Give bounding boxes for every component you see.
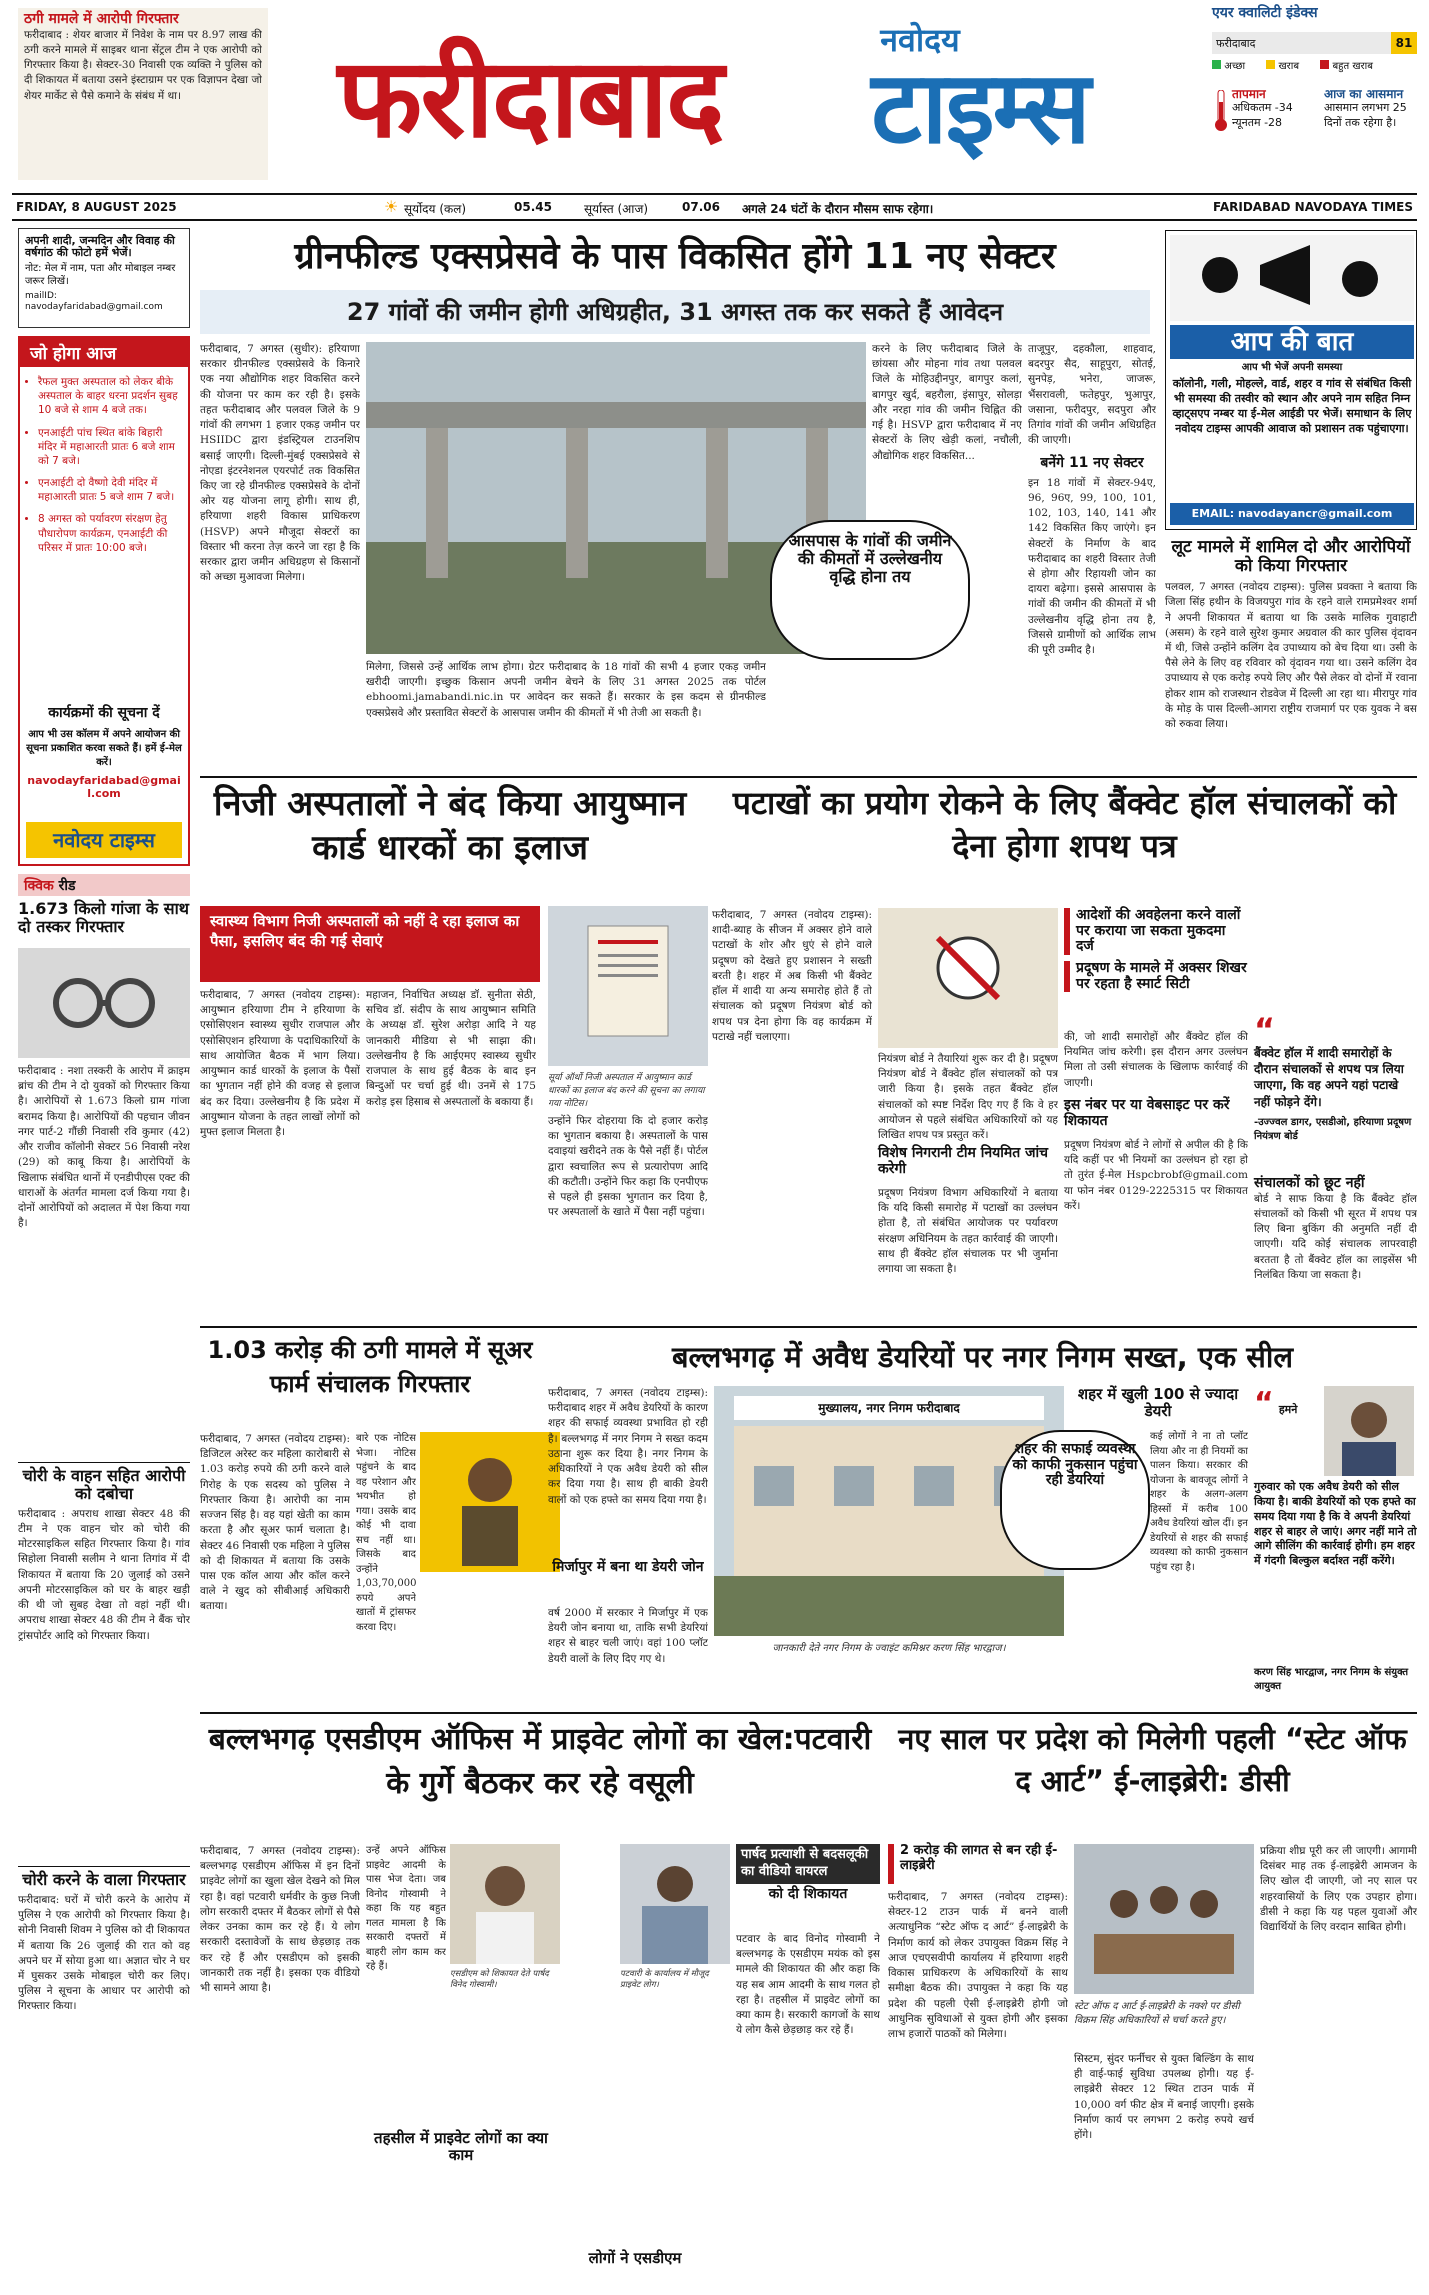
pataakhe-body: फरीदाबाद, 7 अगस्त (नवोदय टाइम्स): शादी-ब्याह के सीजन में अक्सर होने वाले पटाखों के शोर और धुएं से होने वाले प्रदूषण को देखते हुए प्रशासन ने सख्ती बरती है। शहर में अब किसी भी बैंक्वेट हॉल में शादी या अन्य समारोह होते हैं तो संचालक को प्रदूषण नियंत्रण बोर्ड को शपथ पत्र देना होगा कि वह कार्यक्रम में पटाखे नहीं चलाएगा। — [712, 909, 872, 1043]
notice-board-image — [548, 906, 708, 1066]
temperature-block — [1232, 88, 1324, 131]
library-body-2: सिस्टम, सुंदर फर्नीचर से युक्त बिल्डिंग के साथ ही वाई-फाई सुविधा उपलब्ध होगी। यह ई-लाइब्रेरी सेक्टर 12 स्थित टाउन पार्क में 10,000 वर्ग फीट क्षेत्र में बनाई जाएगी। इसके निर्माण कार्य पर लगभग 2 करोड़ रुपये खर्च होंगे। — [1074, 2053, 1254, 2142]
date: FRIDAY, 8 AUGUST 2025 — [16, 200, 177, 214]
paper-title-small: नवोदय — [880, 21, 960, 59]
sunset-time: 07.06 — [682, 200, 720, 214]
lead-column-3 — [1028, 342, 1156, 722]
top-left-story — [18, 8, 268, 180]
lead-body-4: इन 18 गांवों में सेक्टर-94ए, 96, 96ए, 99, 100, 101, 102, 103, 140, 141 और 142 विकसित किए जाएंगे। इन सेक्टरों के निर्माण के बाद फरीदाबाद का शहरी विस्तार तेजी से होगा और रिहायशी जोन का दायरा बढ़ेगा। इससे आसपास के गांवों की जमीन की कीमतों में भी उल्लेखनीय वृद्धि होना तय है, जिससे ग्रामीणों को आर्थिक लाभ की पूरी उम्मीद है। — [1028, 476, 1156, 657]
handcuff-photo — [18, 948, 190, 1058]
handcuff-icon — [18, 948, 190, 1058]
dairy-subtitle: मिर्जापुर में बना था डेयरी जोन — [552, 1559, 704, 1575]
aqi-scale-good-swatch — [1212, 60, 1221, 69]
office-image — [620, 1844, 730, 1964]
crackers-illustration — [878, 908, 1058, 1048]
pataakhe-body-4: की, जो शादी समारोहों और बैंक्वेट हॉल की नियमित जांच करेगी। इस दौरान अगर उल्लंघन मिला तो उसी संचालक के खिलाफ कार्रवाई की जाएगी। — [1064, 1031, 1248, 1089]
library-kicker-box — [888, 1844, 1068, 1884]
lead-subtitle: बनेंगे 11 नए सेक्टर — [1040, 455, 1144, 471]
official-photo — [1324, 1386, 1414, 1476]
sunrise-label: सूर्योदय (कल) — [404, 202, 467, 216]
notice-text: अपनी शादी, जन्मदिन और विवाह की वर्षगांठ की फोटो हमें भेजें। — [25, 234, 175, 260]
hamne-label: हमने — [1278, 1403, 1298, 1416]
sky-text: आसमान लगभग 25 दिनों तक रहेगा है। — [1324, 101, 1407, 130]
aqi-bar — [1212, 32, 1417, 54]
pataakhe-side-headline: संचालकों को छूट नहीं — [1254, 1175, 1365, 1191]
nagar-nigam-board: मुख्यालय, नगर निगम फरीदाबाद — [818, 1401, 960, 1415]
ayushman-body-2: महाजन, निर्वाचित अध्यक्ष डॉ. सुनीता सेठी, सचिव डॉ. संदीप के साथ आयुष्मान समिति के अध्यक्ष डॉ. सुरेश अरोड़ा आदि ने यह जानकारी मीडिया से भी साझा की। उल्लेखनीय है कि आईएमए स्वास्थ्य सुधीर राजपाल के साथ हुई बैठक के बाद इन बिन्दुओं पर चर्चा हुई थी। उनमें से 175 करोड़ इस हिसाब से अस्पतालों के बकाया हैं। — [366, 989, 536, 1108]
library-body: फरीदाबाद, 7 अगस्त (नवोदय टाइम्स): सेक्टर-12 टाउन पार्क में बनने वाली अत्याधुनिक “स्टेट ऑफ द आर्ट” ई-लाइब्रेरी के निर्माण कार्य को लेकर उपायुक्त विक्रम सिंह ने आज एचएसवीपी कार्यालय में हरियाणा शहरी विकास प्राधिकरण के अधिकारियों के साथ समीक्षा बैठक की। उपायुक्त ने कहा कि यह प्रदेश की पहली ऐसी ई-लाइब्रेरी होगी जो आधुनिक सुविधाओं से युक्त होगी और इसका लाभ हजारों पाठकों को मिलेगा। — [888, 1891, 1068, 2040]
ayushman-kicker: स्वास्थ्य विभाग निजी अस्पतालों को नहीं दे रहा इलाज का पैसा, इसलिए बंद की गई सेवाएं — [210, 912, 520, 950]
protest-illustration — [1170, 235, 1414, 321]
councillor-photo-caption: एसडीएम को शिकायत देते पार्षद विनेद गोस्वामी। — [450, 1969, 549, 1990]
events-notice-title: कार्यक्रमों की सूचना दें — [48, 705, 160, 721]
sdm-kicker-box — [736, 1844, 880, 1924]
aqi-scale-bad-swatch — [1266, 60, 1275, 69]
sdm-subtitle: तहसील में प्राइवेट लोगों का क्या काम — [374, 2129, 548, 2164]
quote-icon: “ — [1254, 1011, 1276, 1049]
pataakhe-quote: बैंक्वेट हॉल में शादी समारोहों के दौरान संचालकों से शपथ पत्र लिया जाएगा, कि वह अपने यहां पटाखे नहीं फोड़ने देंगे। — [1254, 1046, 1404, 1109]
library-kicker: 2 करोड़ की लागत से बन रही ई-लाइब्रेरी — [900, 1843, 1058, 1873]
aqi-value: 81 — [1391, 32, 1417, 54]
ayushman-body-3: उन्होंने फिर दोहराया कि दो हजार करोड़ का भुगतान बकाया है। अस्पतालों के पास दवाइयां खरीदने तक के पैसे नहीं हैं। पोर्टल द्वारा स्वचालित रूप से प्रत्यारोपण आदि की कटौती। उन्होंने फिर कहा कि एनपीएफ से पहले ही इसका भुगतान कर दिया है, पर अस्पतालों के खाते में पैसा नहीं पहुंचा। — [548, 1115, 708, 1219]
sdm-body-3: पटवार के बाद विनोद गोस्वामी ने बल्लभगढ़ के एसडीएम मयंक को इस मामले की शिकायत की और कहा कि यह सब आम आदमी के साथ गलत हो रहा है। तहसील में प्राइवेट लोगों का क्या काम है। सरकारी कागजों के साथ ये लोग कैसे छेड़छाड़ कर रहे हैं। — [736, 1933, 880, 2037]
section-divider-1 — [200, 776, 1417, 778]
megaphone-icon — [1170, 235, 1414, 321]
patwari-office-caption: पटवारी के कार्यालय में मौजूद प्राइवेट लोग। — [620, 1969, 709, 1990]
pataakhe-headline: पटाखों का प्रयोग रोकने के लिए बैंक्वेट हॉल संचालकों को देना होगा शपथ पत्र — [732, 784, 1397, 866]
sky-block — [1324, 88, 1417, 131]
person-avatar — [1324, 1386, 1414, 1476]
events-notice-email: navodayfaridabad@gmail.com — [27, 773, 181, 800]
jo-hoga-aaj-box — [18, 336, 190, 866]
pataakhe-body-2: नियंत्रण बोर्ड ने तैयारियां शुरू कर दी है। प्रदूषण नियंत्रण बोर्ड ने बैंक्वेट हॉल संचालकों को पत्र जारी किया है। इसके तहत बैंक्वेट हॉल संचालकों को स्पष्ट निर्देश दिए गए हैं कि वे हर आयोजन से पहले संबंधित अधिकारियों को यह लिखित शपथ पत्र प्रस्तुत करें। — [878, 1053, 1058, 1142]
chor-story — [18, 1866, 190, 2286]
sdm-body: फरीदाबाद, 7 अगस्त (नवोदय टाइम्स): बल्लभगढ़ एसडीएम ऑफिस में इन दिनों प्राइवेट लोगों का खुला खेल देखने को मिल रहा है। वहां पटवारी धर्मवीर के कुछ निजी लोग सरकारी दफ्तर में बैठकर लोगों से पैसे लेकर उनका काम कर रहे हैं। ये लोग सरकारी दस्तावेजों के साथ छेड़छाड़ तक कर रहे हैं और एसडीएम को इसकी जानकारी तक नहीं है। इसका एक वीडियो भी सामने आया है। — [200, 1845, 360, 1994]
suar-farm-headline: 1.03 करोड़ की ठगी मामले में सूअर फार्म संचालक गिरफ्तार — [207, 1336, 533, 1398]
quick-read-label-b: रीड — [58, 878, 76, 894]
list-item: • एनआईटी पांच स्थित बांके बिहारी मंदिर में महाआरती प्रातः 6 बजे शाम को 7 बजे। — [38, 426, 180, 469]
hamne-by: करण सिंह भारद्वाज, नगर निगम के संयुक्त आयुक्त — [1254, 1667, 1409, 1692]
events-notice-text: आप भी उस कॉलम में अपने आयोजन की सूचना प्रकाशित करवा सकते हैं। हमें ई-मेल करें। — [26, 728, 182, 768]
chori-vahan-story — [18, 1462, 190, 1862]
section-divider-3 — [200, 1712, 1417, 1714]
aap-ki-baat-email: EMAIL: navodayancr@gmail.com — [1170, 503, 1414, 525]
library-body-3: प्रक्रिया शीघ्र पूरी कर ली जाएगी। आगामी दिसंबर माह तक ई-लाइब्रेरी आमजन के लिए खोल दी जाएगी, जो नए साल पर शहरवासियों के लिए एक उपहार होगा। डीसी ने कहा कि यह पहल युवाओं और विद्यार्थियों के लिए वरदान साबित होगी। — [1260, 1845, 1417, 1934]
aap-ki-baat-box — [1165, 230, 1417, 530]
lead-headline: ग्रीनफील्ड एक्सप्रेसवे के पास विकसित होंगे 11 नए सेक्टर — [294, 236, 1056, 277]
sdm-headline: बल्लभगढ़ एसडीएम ऑफिस में प्राइवेट लोगों का खेल:पटवारी के गुर्गे बैठकर कर रहे वसूली — [208, 1722, 872, 1801]
loot-headline: लूट मामले में शामिल दो और आरोपियों को किया गिरफ्तार — [1171, 537, 1411, 577]
library-photo-caption: स्टेट ऑफ द आर्ट ई-लाइब्रेरी के नक्शे पर डीसी विक्रम सिंह अधिकारियों से चर्चा करते हुए। — [1074, 2001, 1240, 2026]
police-illustration — [420, 1432, 560, 1572]
lead-subhead: 27 गांवों की जमीन होगी अधिग्रहीत, 31 अगस्त तक कर सकते हैं आवेदन — [346, 298, 1004, 326]
sunrise-time: 05.45 — [514, 200, 552, 214]
sdm-kicker: पार्षद प्रत्याशी से बदसलूकी का वीडियो वायरल — [736, 1844, 880, 1884]
temperature-min: न्यूनतम -28 — [1232, 116, 1283, 130]
navodaya-logo: नवोदय टाइम्स — [26, 822, 182, 858]
ganja-headline: 1.673 किलो गांजा के साथ दो तस्कर गिरफ्तार — [18, 899, 189, 936]
paper-name: FARIDABAD NAVODAYA TIMES — [1213, 200, 1413, 214]
aqi-scale-verybad: बहुत खराब — [1332, 61, 1373, 72]
dairy-body-2: वर्ष 2000 में सरकार ने मिर्जापुर में एक डेयरी जोन बनाया था, ताकि सभी डेयरियां शहर से बाहर चली जाएं। वहां 100 प्लॉट डेयरी वालों के लिए दिए गए थे। — [548, 1607, 708, 1665]
dairy-quote: शहर की सफाई व्यवस्था को काफी नुकसान पहुंचा रही डेयरियां — [1012, 1441, 1138, 1489]
quote-icon: “ — [1254, 1386, 1274, 1421]
notice-photo-caption: सूर्या ऑर्थो निजी अस्पताल में आयुष्मान कार्ड धारकों का इलाज बंद करने की सूचना का लगाया गया नोटिस। — [548, 1073, 705, 1109]
sky-title: आज का आसमान — [1324, 87, 1404, 101]
notice-photo — [548, 906, 708, 1066]
dairy-body-3: कई लोगों ने ना तो प्लॉट लिया और ना ही नियमों का पालन किया। सरकार की योजना के बावजूद लोगों ने शहर के अलग-अलग हिस्सों में करीब 100 अवैध डेयरियां खोल दीं। इन डेयरियों से शहर की सफाई व्यवस्था को काफी नुकसान पहुंच रहा है। — [1150, 1431, 1248, 1573]
pataakhe-body-5: प्रदूषण नियंत्रण बोर्ड ने लोगों से अपील की है कि यदि कहीं पर भी नियमों का उल्लंघन हो रहा हो तो तुरंत ई-मेल Hspcbrobf@gmail.com या फोन नंबर 0129-2225315 पर शिकायत करें। — [1064, 1139, 1248, 1212]
ayushman-body: फरीदाबाद, 7 अगस्त (नवोदय टाइम्स): आयुष्मान हरियाणा टीम ने हरियाणा के एसोसिएशन स्वास्थ्य सुधीर राजपाल और एसोसिएशन हरियाणा के पदाधिकारियों के साथ आयोजित बैठक में भाग लिया। आयुष्मान कार्ड धारकों के इलाज के पैसों का भुगतान नहीं होने की वजह से इलाज बंद कर दिया। उल्लेखनीय है कि प्रदेश में आयुष्मान योजना के तहत लाखों लोगों को मुफ्त इलाज मिलता है। — [200, 989, 360, 1138]
ganja-body: फरीदाबाद : नशा तस्करी के आरोप में क्राइम ब्रांच की टीम ने दो युवकों को गिरफ्तार किया है। आरोपियों से 1.673 किलो ग्राम गांजा बरामद किया है। आरोपियों की पहचान जीवन नगर पार्ट-2 गौंछी निवासी रवि कुमार (42) और राजीव कॉलोनी सेक्टर 56 निवासी नरेश (29) को काबू किया है। आरोपियों के खिलाफ संबंधित थानों में एनडीपीएस एक्ट की धाराओं के अंतर्गत मामला दर्ज किया गया है। दोनों आरोपियों को अदालत में पेश किया गया है। — [18, 1065, 190, 1230]
aqi-scale-good: अच्छा — [1224, 61, 1246, 72]
lead-photo-caption: मिलेगा, जिससे उन्हें आर्थिक लाभ होगा। ग्रेटर फरीदाबाद के 18 गांवों की सभी 4 हजार एकड़ जमीन खरीदी जाएगी। इच्छुक किसान अपनी जमीन बेचने के लिए 31 अगस्त 2025 तक पोर्टल ebhoomi.jamabandi.nic.in पर आवेदन कर सकते हैं। सरकार के इस कदम से ग्रीनफील्ड एक्सप्रेसवे और प्रस्तावित सेक्टरों के आसपास जमीन की कीमतों में भी तेजी आ सकती है। — [366, 661, 766, 719]
lead-quote: आसपास के गांवों की जमीन की कीमतों में उल्लेखनीय वृद्धि होना तय — [788, 531, 952, 586]
councillor-photo — [450, 1844, 560, 1964]
patwari-office-photo — [620, 1844, 730, 1964]
pataakhe-bullets — [1064, 908, 1248, 1028]
aap-ki-baat-subtitle: आप भी भेजें अपनी समस्या — [1170, 359, 1414, 373]
aqi-panel — [1212, 6, 1417, 186]
pataakhe-quote-box — [1254, 1011, 1417, 1170]
pataakhe-subhead-2: इस नंबर पर या वेबसाइट पर करें शिकायत — [1064, 1097, 1230, 1129]
pataakhe-bullet-1: आदेशों की अवहेलना करने वालों पर कराया जा सकता मुकदमा दर्ज — [1064, 908, 1248, 955]
dairy-headline: बल्लभगढ़ में अवैध डेयरियों पर नगर निगम सख्त, एक सील — [671, 1340, 1294, 1374]
crackers-photo — [878, 908, 1058, 1048]
ganja-story — [18, 900, 190, 1460]
sunset-label: सूर्यास्त (आज) — [584, 202, 649, 216]
chori-vahan-body: फरीदाबाद : अपराध शाखा सेक्टर 48 की टीम ने एक वाहन चोर को चोरी की मोटरसाइकिल सहित गिरफ्तार किया है। गांव सिहोला निवासी सलीम ने थाना तिगांव में दी शिकायत में बताया कि 20 जुलाई को उसने अपनी मोटरसाइकिल को घर के बाहर खड़ी की थी जो सुबह देखा तो वहां नहीं थी। अपराध शाखा सेक्टर 48 की टीम ने बैंक चोर ट्रांसपोर्टर आदि को गिरफ्तार किया। — [18, 1507, 190, 1642]
notice-email: mailID: navodayfaridabad@gmail.com — [25, 290, 163, 313]
temperature-title: तापमान — [1232, 87, 1266, 101]
notice-note: नोट: मेल में नाम, पता और मोबाइल नम्बर जरूर लिखें। — [25, 262, 176, 287]
lead-body-3: ताजूपुर, दहकौला, शाहवाद, बदरपुर सैद, साहूपुरा, सोतई, सुनपेड़, भनेरा, जाजरू, भैंसरावली, फतेहपुर, भुआपुर, जसाना, फरीदपुर, सदपुरा और तिगांव गांवों की जमीन अधिग्रहित की जाएगी। — [1028, 343, 1156, 447]
ayushman-headline: निजी अस्पतालों ने बंद किया आयुष्मान कार्ड धारकों का इलाज — [213, 784, 687, 869]
dairy-subtitle-2: शहर में खुली 100 से ज्यादा डेयरी — [1077, 1385, 1239, 1420]
weather-line: अगले 24 घंटों के दौरान मौसम साफ रहेगा। — [742, 202, 934, 216]
section-divider-2 — [200, 1326, 1417, 1328]
list-item: • एनआईटी दो वैष्णो देवी मंदिर में महाआरती प्रातः 5 बजे शाम 7 बजे। — [38, 476, 180, 504]
hamne-quote: गुरुवार को एक अवैध डेयरी को सील किया है। बाकी डेयरियों को एक हफ्ते का समय दिया गया है कि वे अपनी डेयरियां शहर से बाहर ले जाएं। अगर नहीं माने तो आगे सीलिंग की कार्रवाई होगी। हम शहर में गंदगी बिल्कुल बर्दाश्त नहीं करेंगे। — [1254, 1480, 1417, 1568]
lead-body-1: फरीदाबाद, 7 अगस्त (सुधीर): हरियाणा सरकार ग्रीनफील्ड एक्सप्रेसवे के किनारे एक नया औद्योगिक शहर विकसित करने की योजना पर काम कर रही है। इसके तहत फरीदाबाद और पलवल जिले के 9 गांवों की लगभग 1 हजार एकड़ जमीन पर HSIIDC द्वारा इंडस्ट्रियल टाउनशिप बसाई जाएगी। दिल्ली-मुंबई एक्सप्रेसवे से नोएडा इंटरनेशनल एयरपोर्ट तक विकसित किए जा रहे ग्रीनफील्ड एक्सप्रेसवे के दोनों ओर यह योजना लागू होगी। साथ ही, हरियाणा शहरी विकास प्राधिकरण (HSVP) अपने मौजूदा सेक्टरों का विस्तार भी करना तेज़ करने जा रहा है कि सरकार द्वारा जमीन अधिग्रहण से किसानों को अच्छा मुआवजा मिलेगा। — [200, 343, 360, 584]
aap-ki-baat-title: आप की बात — [1230, 327, 1354, 357]
date-bar — [12, 193, 1417, 221]
person-avatar — [450, 1844, 560, 1964]
chor-headline: चोरी करने के वाला गिरफ्तार — [22, 1870, 186, 1889]
library-meeting-photo — [1074, 1844, 1254, 1994]
aqi-scale-bad: खराब — [1278, 61, 1300, 72]
dairy-photo-caption: जानकारी देते नगर निगम के ज्वाइंट कमिश्नर करण सिंह भारद्वाज। — [772, 1643, 1006, 1654]
loot-story — [1165, 538, 1417, 778]
aap-ki-baat-body: कॉलोनी, गली, मोहल्ले, वार्ड, शहर व गांव से संबंधित किसी भी समस्या की तस्वीर को स्थान और अपने नाम सहित निम्न व्हाट्सएप नम्बर या ई-मेल आईडी पर भेजें। समाधान के लिए नवोदय टाइम्स आपकी आवाज को प्रशासन तक पहुंचाएगा। — [1172, 377, 1412, 435]
pataakhe-subhead-1: विशेष निगरानी टीम नियमित जांच करेगी — [878, 1145, 1048, 1177]
quick-read-banner — [18, 874, 190, 896]
temperature-max: अधिकतम -34 — [1232, 101, 1293, 115]
masthead — [0, 0, 1429, 190]
pataakhe-body-3: प्रदूषण नियंत्रण विभाग अधिकारियों ने बताया कि यदि किसी समारोह में पटाखों का उल्लंघन होता है, तो संबंधित आयोजक पर पर्यावरण संरक्षण अधिनियम के तहत कार्रवाई की जाएगी। साथ ही बैंक्वेट हॉल संचालक पर भी जुर्माना लगाया जा सकता है। — [878, 1187, 1058, 1276]
thermometer-icon — [1214, 90, 1228, 132]
sdm-kicker-sub: को दी शिकायत — [768, 1885, 848, 1902]
pataakhe-side-story — [1254, 1176, 1417, 1326]
jo-hoga-aaj-list — [38, 375, 180, 555]
sdm-body-2: उन्हें अपने ऑफिस प्राइवेट आदमी के पास भेज देता। जब विनोद गोस्वामी ने कहा कि यह बहुत गलत मामला है कि सरकारी दफ्तरों में बाहरी लोग काम कर रहे हैं। — [366, 1845, 446, 1972]
lead-body-2: करने के लिए फरीदाबाद जिले के छांयसा और मोहना गांव तथा पलवल जिले के मोहिउद्दीनपुर, बागपुर कलां, बागपुर खुर्द, बहरौला, इंसापुर, सोलड़ा और नरहा गांव की जमीन चिह्नित की गई है। HSVP द्वारा फरीदाबाद में नए सेक्टरों के लिए खेड़ी कलां, नचौली, औद्योगिक शहर विकसित... — [872, 343, 1022, 462]
ayushman-kicker-box — [200, 906, 540, 982]
pataakhe-quote-by: -उज्ज्वल डागर, एसडीओ, हरियाणा प्रदूषण नियंत्रण बोर्ड — [1254, 1116, 1412, 1142]
suar-farm-body-2: बारे एक नोटिस भेजा। नोटिस पहुंचने के बाद वह परेशान और भयभीत हो गया। उसके बाद कोई भी दावा सच नहीं था। जिसके बाद उन्होंने 1,03,70,000 रुपये अपने खातों में ट्रांसफर करवा दिए। — [356, 1433, 416, 1633]
suar-farm-body: फरीदाबाद, 7 अगस्त (नवोदय टाइम्स): डिजिटल अरेस्ट कर महिला कारोबारी से 1.03 करोड़ रुपये की ठगी करने वाले गिरोह के एक सदस्य को पुलिस ने गिरफ्तार किया है। आरोपी का नाम सज्जन सिंह है। वह यहां खेती का काम करता है और सूअर फार्म चलाता है। सेक्टर 46 निवासी एक महिला ने पुलिस को दी शिकायत में बताया कि उसके पास एक कॉल आया और कॉल करने वाले ने खुद को सीबीआई अधिकारी बताया। — [200, 1433, 350, 1613]
pataakhe-side-body: बोर्ड ने साफ किया है कि बैंक्वेट हॉल संचालकों को किसी भी सूरत में शपथ पत्र लिए बिना बुकिंग की अनुमति नहीं दी जाएगी। यदि कोई संचालक लापरवाही बरतता है तो बैंक्वेट हॉल का लाइसेंस भी निलंबित किया जा सकता है। — [1254, 1192, 1417, 1281]
paper-title-left: फरीदाबाद — [337, 34, 723, 162]
dairy-body: फरीदाबाद, 7 अगस्त (नवोदय टाइम्स): फरीदाबाद शहर में अवैध डेयरियों के कारण शहर की सफाई व्यवस्था प्रभावित हो रही है। बल्लभगढ़ में नगर निगम ने सख्त कदम उठाना शुरू कर दिया है। नगर निगम के अधिकारियों ने एक अवैध डेयरी को सील कर दिया गया है। साथ ही बाकी डेयरी वालों को एक हफ्ते का समय दिया गया है। — [548, 1387, 708, 1506]
events-notice — [26, 706, 182, 800]
sdm-subtitle-2: लोगों ने एसडीएम — [588, 2249, 682, 2267]
chori-vahan-headline: चोरी के वाहन सहित आरोपी को दबोचा — [22, 1466, 186, 1503]
sun-icon: ☀ — [384, 197, 399, 216]
top-left-story-title: ठगी मामले में आरोपी गिरफ्तार — [24, 11, 179, 27]
loot-body: पलवल, 7 अगस्त (नवोदय टाइम्स): पुलिस प्रवक्ता ने बताया कि जिला सिंह हथीन के विजयपुरा गांव के रहने वाले रामप्रमेश्वर शर्मा ने अपनी शिकायत में बताया था कि उसके मालिक गुवाहाटी (असम) के रहने वाले सुरेश कुमार अग्रवाल की कार पुलिस वृंदावन में थी, जिसे उन्होंने कलिंग देव उपाध्याय को बेच दिया था। उसी के पैसे लेने के लिए वह रविवार को वृंदावन गया था। उसने कलिंग देव उपाध्याय से एक करोड़ रुपये लिए और पैसे लेकर वो दोनों में रवाना होकर शाम को राजस्थान रोडवेज में दिल्ली आ रहा था। मीरापुर गांव के मोड़ के पास दिल्ली-आगरा राष्ट्रीय राजमार्ग पर एक युवक ने बस को रुकवा लिया। — [1165, 581, 1417, 731]
aqi-title: एयर क्वालिटी इंडेक्स — [1212, 5, 1318, 21]
list-item: • रैफल मुक्त अस्पताल को लेकर बीके अस्पताल के बाहर धरना प्रदर्शन सुबह 10 बजे से शाम 4 बजे तक। — [38, 375, 180, 418]
jo-hoga-aaj-title: जो होगा आज — [20, 338, 188, 367]
lead-subhead-box — [200, 290, 1150, 334]
list-item: • 8 अगस्त को पर्यावरण संरक्षण हेतु पौधारोपण कार्यक्रम, एनआईटी की परिसर में प्रातः 10:00 बजे। — [38, 512, 180, 555]
aap-ki-baat-banner — [1170, 325, 1414, 371]
quick-read-label-a: क्विक — [24, 878, 54, 894]
paper-title-right: टाइम्स — [871, 49, 1089, 166]
aqi-city: फरीदाबाद — [1216, 37, 1256, 50]
aqi-scale — [1212, 58, 1417, 76]
pataakhe-bullet-2: प्रदूषण के मामले में अक्सर शिखर पर रहता है स्मार्ट सिटी — [1064, 961, 1248, 992]
notice-box — [18, 228, 190, 328]
police-photo — [420, 1432, 560, 1572]
aqi-scale-verybad-swatch — [1320, 60, 1329, 69]
top-left-story-body: फरीदाबाद : शेयर बाजार में निवेश के नाम पर 8.97 लाख की ठगी करने मामले में साइबर थाना सेंट्रल टीम ने एक आरोपी को गिरफ्तार किया है। सेक्टर-30 निवासी एक व्यक्ति ने पुलिस को दी शिकायत में बताया उसने इंस्टाग्राम पर एक विज्ञापन देखा जो शेयर मार्केट से पैसे कमाने के संबंध में था। — [24, 28, 262, 102]
library-headline: नए साल पर प्रदेश को मिलेगी पहली “स्टेट ऑफ द आर्ट” ई-लाइब्रेरी: डीसी — [898, 1722, 1407, 1799]
dairy-quote-bubble — [1000, 1430, 1150, 1570]
chor-body: फरीदाबाद: घरों में चोरी करने के आरोप में पुलिस ने एक आरोपी को गिरफ्तार किया है। सोनी निवासी शिवम ने पुलिस को दी शिकायत में बताया कि 26 जुलाई की रात को वह अपने घर में सोया हुआ था। अज्ञात चोर ने घर में घुसकर उसके मोबाइल चोरी कर लिए। पुलिस ने सूचना के आधार पर आरोपी को गिरफ्तार किया। — [18, 1893, 190, 2013]
meeting-image — [1074, 1844, 1254, 1994]
dairy-hamne-box — [1254, 1386, 1417, 1706]
